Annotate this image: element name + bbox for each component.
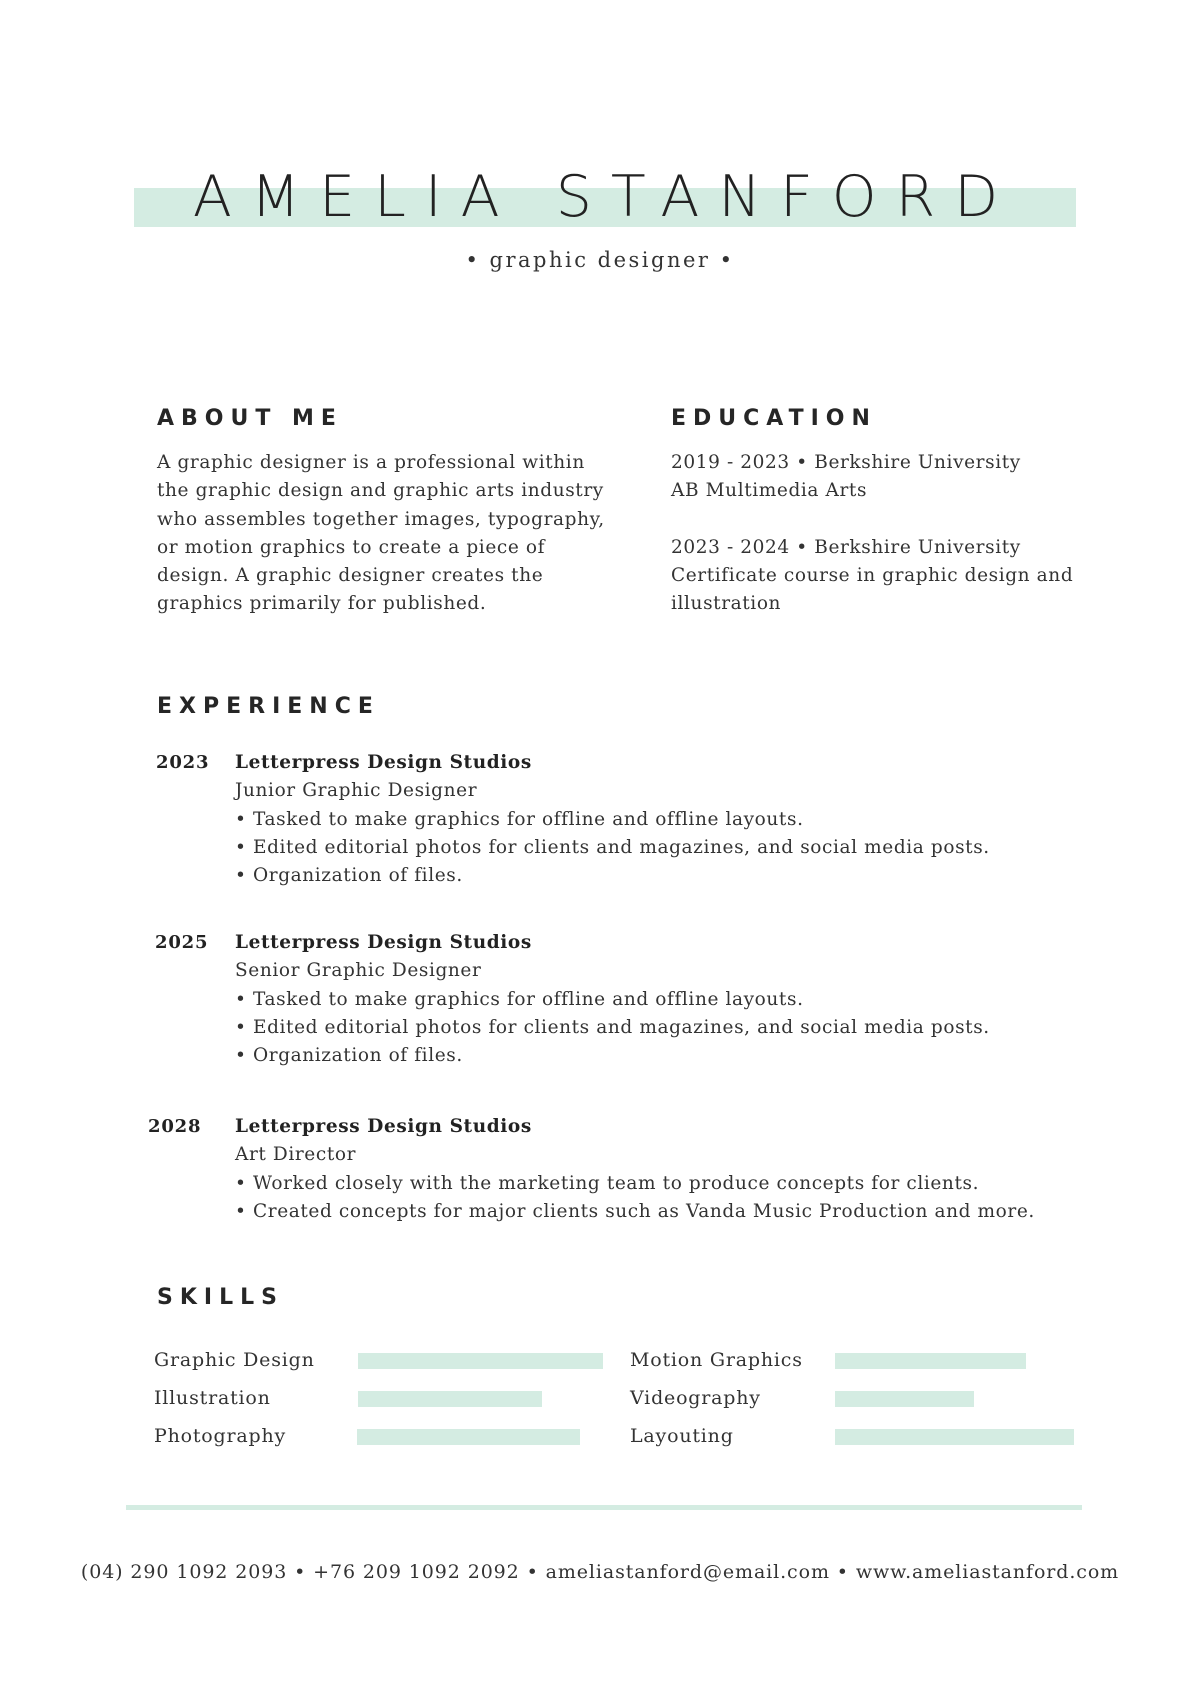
person-name: AMELIA STANFORD [192, 164, 1018, 230]
education-entry-line: 2023 - 2024 • Berkshire University [671, 536, 1021, 558]
experience-bullet: • Created concepts for major clients such as Vanda Music Production and more. [235, 1200, 1035, 1222]
about-text [157, 449, 627, 619]
job-title: • graphic designer • [465, 248, 735, 272]
experience-company: Letterpress Design Studios [235, 1116, 532, 1137]
experience-bullet: • Edited editorial photos for clients and magazines, and social media posts. [235, 1016, 990, 1038]
about-line: design. A graphic designer creates the [157, 565, 544, 587]
about-line: who assembles together images, typography, [157, 508, 605, 530]
about-line: the graphic design and graphic arts industry [157, 480, 604, 502]
experience-entry [235, 929, 990, 1070]
footer-divider [126, 1505, 1082, 1510]
skill-label: Motion Graphics [630, 1349, 803, 1371]
skill-bar [835, 1429, 1074, 1445]
experience-bullet: • Worked closely with the marketing team to produce concepts for clients. [235, 1172, 980, 1194]
skill-bar [835, 1353, 1026, 1369]
education-entry-line: AB Multimedia Arts [671, 480, 868, 502]
skill-track [358, 1391, 603, 1407]
experience-role: Senior Graphic Designer [235, 960, 482, 982]
skill-track [358, 1353, 603, 1369]
experience-year: 2023 [156, 752, 210, 773]
skill-bar [357, 1429, 580, 1445]
experience-bullet: • Tasked to make graphics for offline and offline layouts. [235, 808, 804, 830]
experience-year: 2028 [148, 1116, 202, 1137]
education-entry-line: 2019 - 2023 • Berkshire University [671, 452, 1021, 473]
skill-label: Illustration [154, 1387, 271, 1409]
experience-company: Letterpress Design Studios [235, 932, 532, 953]
skill-label: Videography [630, 1387, 761, 1409]
experience-bullet: • Edited editorial photos for clients and magazines, and social media posts. [235, 836, 990, 858]
about-line: graphics primarily for published. [157, 593, 487, 615]
about-line: or motion graphics to create a piece of [157, 536, 546, 558]
skill-label: Photography [154, 1425, 287, 1447]
experience-heading: EXPERIENCE [157, 694, 380, 719]
skills-heading: SKILLS [157, 1285, 284, 1310]
experience-role: Art Director [235, 1144, 357, 1166]
experience-company: Letterpress Design Studios [235, 752, 532, 773]
skill-track [835, 1429, 1074, 1445]
experience-bullet: • Tasked to make graphics for offline and offline layouts. [235, 988, 804, 1010]
skill-track [357, 1429, 602, 1445]
experience-bullet: • Organization of files. [235, 1045, 463, 1067]
education-entry-line: Certificate course in graphic design and [671, 565, 1074, 587]
skill-label: Graphic Design [154, 1349, 315, 1371]
experience-bullet: • Organization of files. [235, 865, 463, 887]
skill-bar [358, 1353, 603, 1369]
experience-entry [235, 1113, 1035, 1226]
skill-track [835, 1391, 1074, 1407]
contact-line: (04) 290 1092 2093 • +76 209 1092 2092 • ameliastanford@email.com • www.ameliastanford.com [80, 1561, 1120, 1583]
skill-track [835, 1353, 1074, 1369]
skill-bar [358, 1391, 542, 1407]
education-entry-line: illustration [671, 593, 782, 615]
about-heading: ABOUT ME [157, 406, 343, 431]
experience-entry [235, 749, 990, 890]
education-heading: EDUCATION [671, 406, 877, 431]
education-entries [671, 449, 1131, 619]
skill-label: Layouting [630, 1425, 734, 1447]
experience-role: Junior Graphic Designer [235, 780, 478, 802]
about-line: A graphic designer is a professional within [157, 452, 585, 473]
skill-bar [835, 1391, 974, 1407]
experience-year: 2025 [155, 932, 209, 953]
